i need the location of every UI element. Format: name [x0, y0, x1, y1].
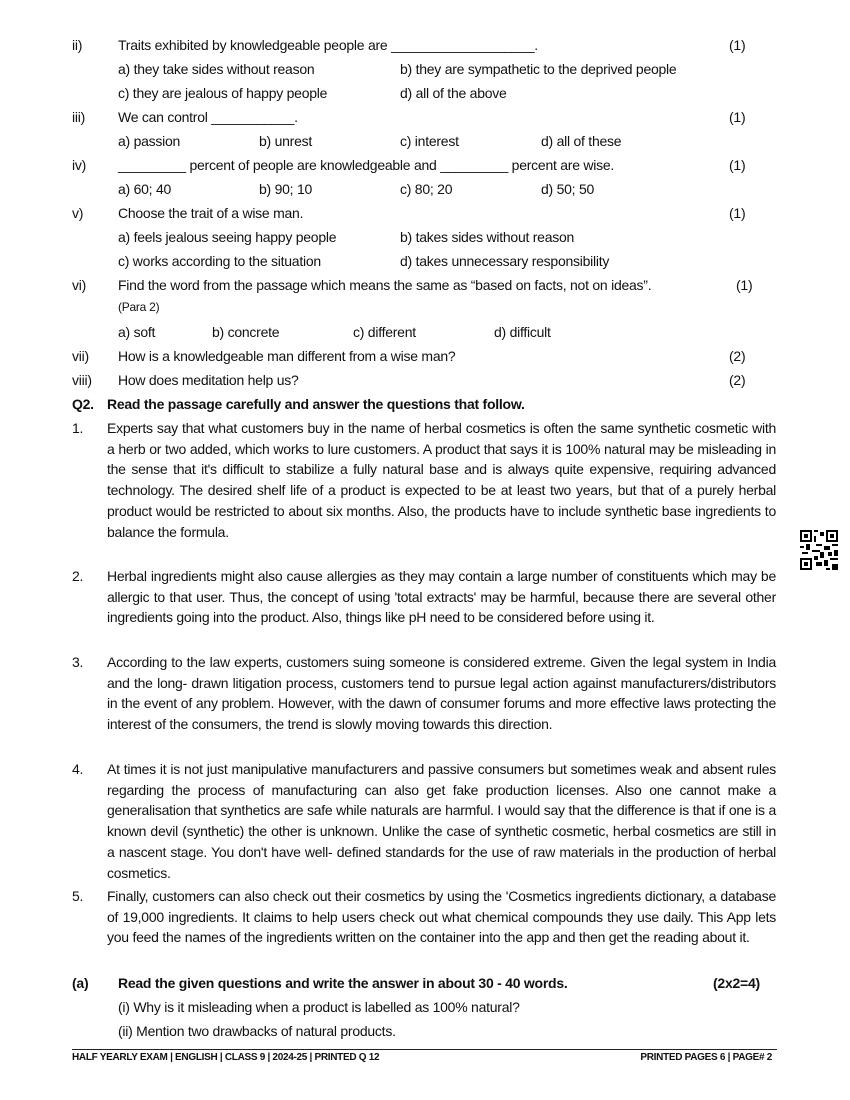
paragraph-number: 4. [72, 761, 84, 777]
paragraph-number: 2. [72, 568, 84, 584]
question-number: viii) [72, 372, 92, 388]
options-row [0, 81, 850, 105]
question-ii [0, 33, 850, 57]
paragraph-number: 3. [72, 654, 84, 670]
option: b) takes sides without reason [400, 229, 575, 245]
question-number: v) [72, 205, 84, 221]
passage-paragraph-3 [72, 652, 776, 735]
footer-left: HALF YEARLY EXAM | ENGLISH | CLASS 9 | 2024-25 | PRINTED Q 12 [72, 1052, 380, 1063]
option: b) they are sympathetic to the deprived people [400, 61, 677, 77]
question-viii [0, 368, 850, 392]
question-text: _________ percent of people are knowledgeable and _________ percent are wise. [118, 157, 615, 173]
option: c) they are jealous of happy people [118, 85, 328, 101]
marks: (1) [729, 157, 746, 173]
para-reference: (Para 2) [118, 300, 160, 314]
question-number: Q2. [72, 396, 94, 412]
options-row [0, 249, 850, 273]
option: d) all of these [541, 133, 622, 149]
option: a) soft [118, 324, 156, 340]
option: b) concrete [212, 324, 280, 340]
question-number: vii) [72, 348, 89, 364]
options-row [0, 225, 850, 249]
qr-code-icon [800, 530, 838, 570]
marks: (2) [729, 348, 746, 364]
part-a-heading [0, 971, 850, 995]
paragraph-number: 5. [72, 888, 84, 904]
option: a) they take sides without reason [118, 61, 315, 77]
option: a) feels jealous seeing happy people [118, 229, 337, 245]
footer-right: PRINTED PAGES 6 | PAGE# 2 [640, 1052, 772, 1063]
marks: (1) [729, 205, 746, 221]
question-text: How is a knowledgeable man different from a wise man? [118, 348, 456, 364]
options-row [0, 57, 850, 81]
option: c) different [353, 324, 416, 340]
option: c) 80; 20 [400, 181, 453, 197]
question-iii [0, 105, 850, 129]
question-heading: Read the passage carefully and answer the questions that follow. [107, 396, 525, 412]
question-number: ii) [72, 37, 83, 53]
q2-heading [0, 392, 850, 416]
option: b) 90; 10 [259, 181, 313, 197]
sub-question: (i) Why is it misleading when a product is labelled as 100% natural? [118, 999, 520, 1015]
option: b) unrest [259, 133, 312, 149]
option: c) works according to the situation [118, 253, 321, 269]
question-text: Find the word from the passage which means the same as “based on facts, not on ideas”. [118, 277, 652, 293]
paragraph-text: According to the law experts, customers suing someone is considered extreme. Given the legal system in India and the long- drawn litigation process, customers tend to pursue legal action against manufacturers/distributors in the event of any problem. However, with the dawn of consumer forums and more effective laws protecting the interest of the consumers, the trend is slowly moving towards this direction. [107, 654, 776, 733]
options-row [0, 320, 850, 344]
marks: (2) [729, 372, 746, 388]
marks: (1) [729, 109, 746, 125]
option: d) 50; 50 [541, 181, 595, 197]
option: d) all of the above [400, 85, 507, 101]
option: d) takes unnecessary responsibility [400, 253, 610, 269]
question-vii [0, 344, 850, 368]
passage-paragraph-5 [72, 886, 776, 948]
sub-question: (ii) Mention two drawbacks of natural products. [118, 1023, 396, 1039]
question-text: Traits exhibited by knowledgeable people are ___________________. [118, 37, 538, 53]
options-row [0, 177, 850, 201]
paragraph-text: At times it is not just manipulative manufacturers and passive consumers but sometimes weak and absent rules regarding the process of manufacturing can also get fake production licenses. Also one cannot make a generalisation that synthetics are safe while naturals are harmful. I would say that the difference is that if one is a known devil (synthetic) the other is unknown. Unlike the case of synthetic cosmetic, herbal cosmetics are still in a nascent stage. You don't have well- defined standards for the use of raw materials in the production of herbal cosmetics. [107, 761, 776, 881]
question-note [0, 296, 850, 318]
paragraph-number: 1. [72, 420, 84, 436]
paragraph-text: Finally, customers can also check out their cosmetics by using the 'Cosmetics ingredients dictionary, a database of 19,000 ingredients. It claims to help users check out what chemical compounds they use daily. This App lets you feed the names of the ingredients written on the container into the app and then get the reading about it. [107, 888, 776, 946]
paragraph-text: Experts say that what customers buy in the name of herbal cosmetics is often the same synthetic cosmetic with a herb or two added, which works to lure customers. A product that says it is 100% natural may be misleading in the sense that it's difficult to stabilize a fully natural base and is always quite expensive, requiring advanced technology. The desired shelf life of a product is expected to be at least two years, but that of a purely herbal product would be restricted to about six months. Also, the products have to include synthetic base ingredients to balance the formula. [107, 420, 776, 540]
question-vi [0, 273, 850, 297]
passage-paragraph-1 [72, 418, 776, 542]
question-v [0, 201, 850, 225]
question-text: We can control ___________. [118, 109, 298, 125]
question-iv [0, 153, 850, 177]
question-number: vi) [72, 277, 87, 293]
passage-paragraph-2 [72, 566, 776, 628]
question-number: iv) [72, 157, 87, 173]
marks: (1) [736, 277, 753, 293]
part-a-item [0, 995, 850, 1019]
option: a) 60; 40 [118, 181, 172, 197]
marks: (1) [729, 37, 746, 53]
passage-paragraph-4 [72, 759, 776, 883]
part-a-item [0, 1019, 850, 1043]
option: a) passion [118, 133, 181, 149]
question-text: Choose the trait of a wise man. [118, 205, 304, 221]
option: c) interest [400, 133, 459, 149]
options-row [0, 129, 850, 153]
footer-divider [72, 1049, 777, 1050]
part-number: (a) [72, 975, 89, 991]
question-text: How does meditation help us? [118, 372, 299, 388]
part-instruction: Read the given questions and write the answer in about 30 - 40 words. [118, 975, 568, 991]
paragraph-text: Herbal ingredients might also cause allergies as they may contain a large number of constituents which may be allergic to that user. Thus, the concept of using 'total extracts' may be harmful, because there are several other ingredients going into the product. Also, things like pH need to be considered before using it. [107, 568, 776, 626]
question-number: iii) [72, 109, 85, 125]
option: d) difficult [494, 324, 551, 340]
marks: (2x2=4) [713, 975, 760, 991]
